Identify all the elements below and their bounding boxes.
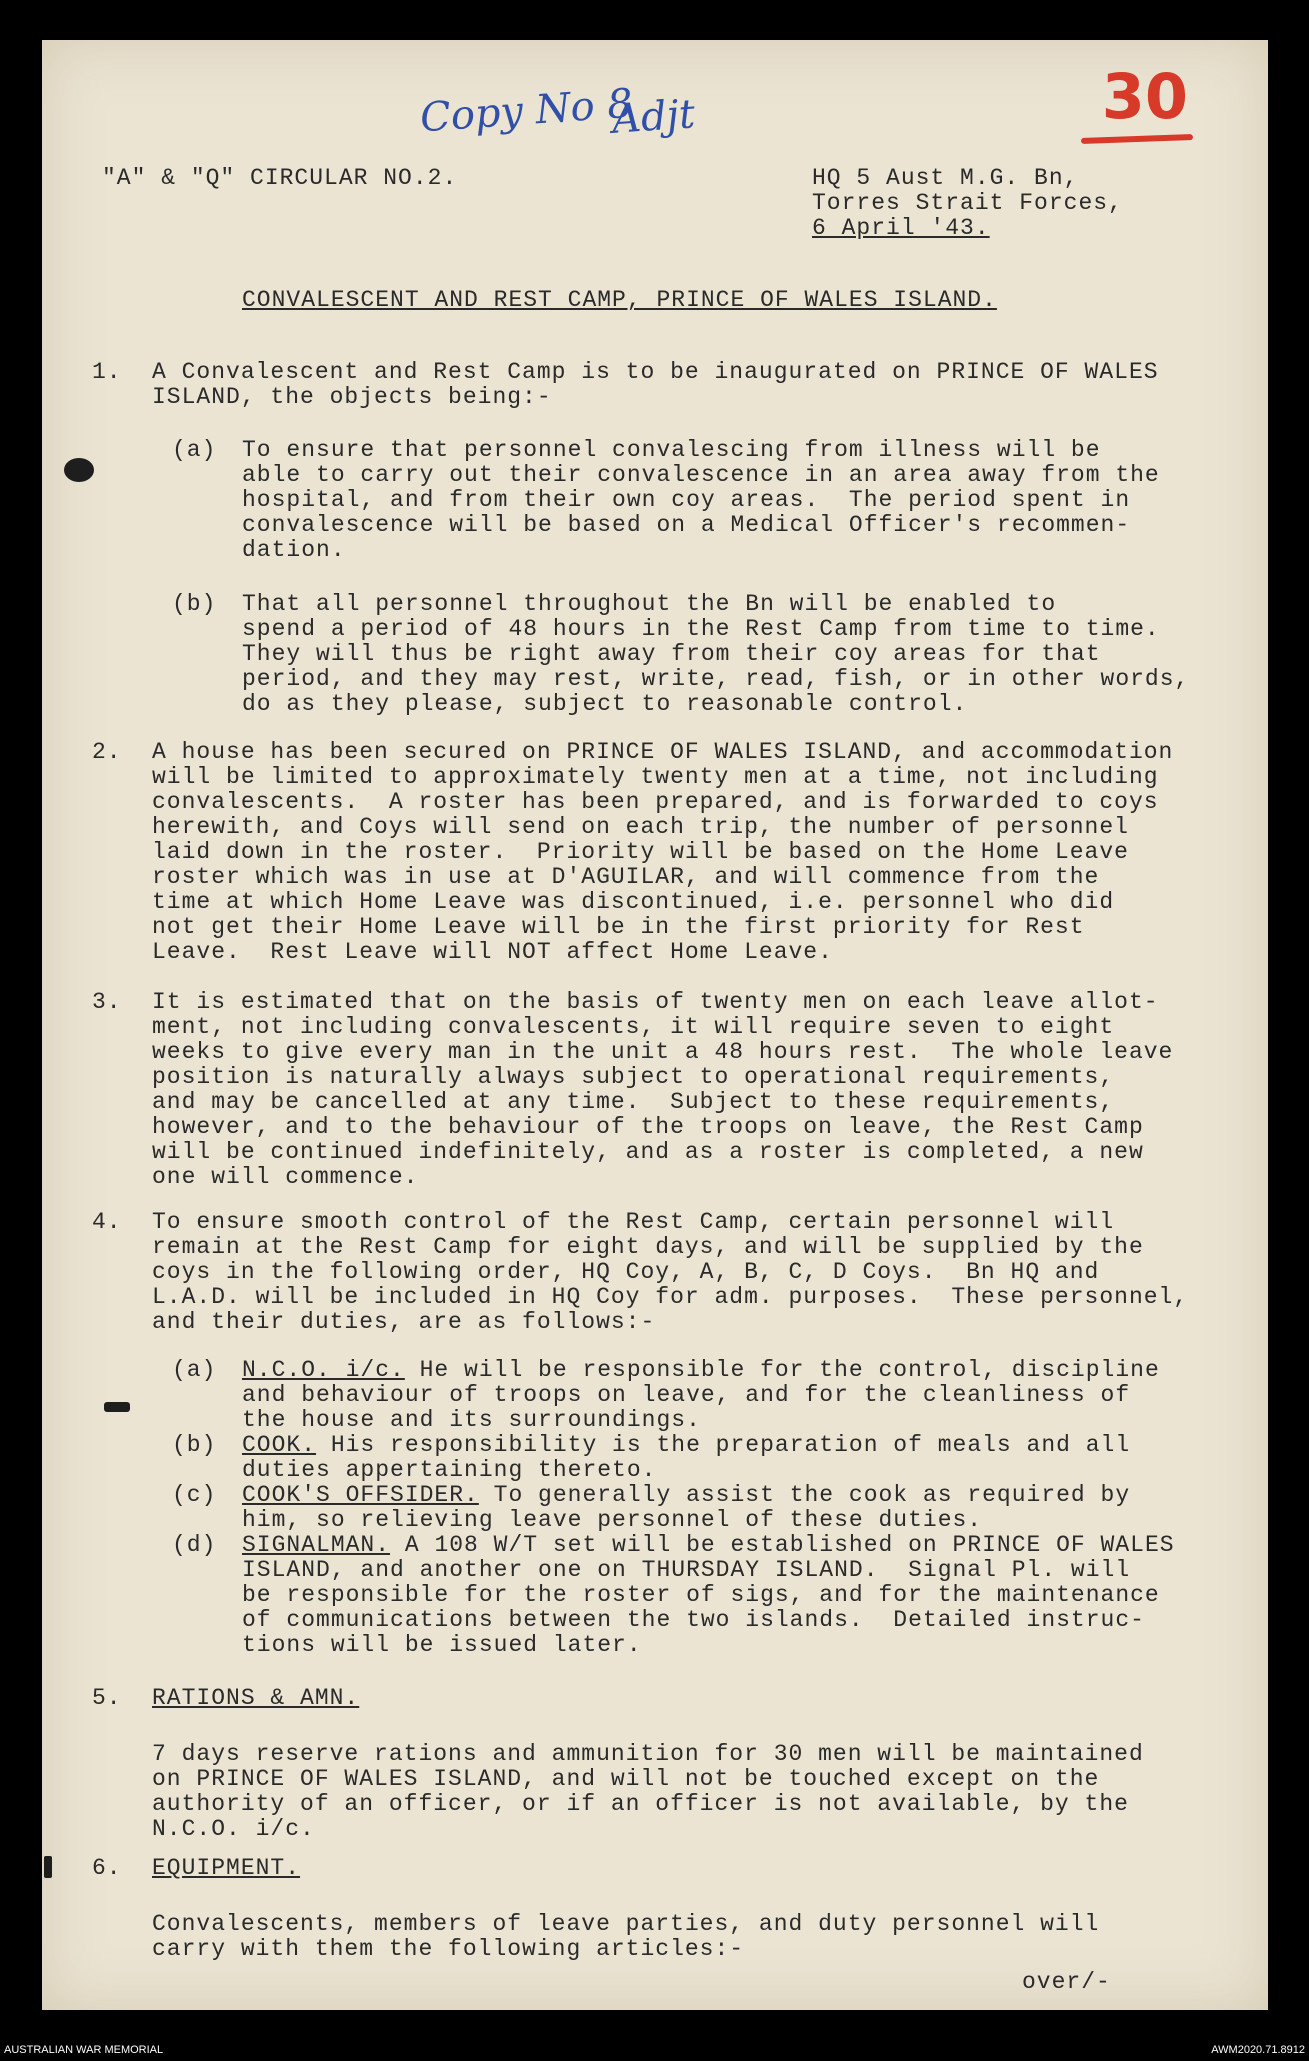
credit-right: AWM2020.71.8912 — [1211, 2044, 1305, 2056]
ink-blot — [64, 458, 94, 482]
para-4a-text: He will be responsible for the control, discipline and behaviour of troops on leave, and for the cleanliness of the house and its surroundings. — [242, 1357, 1160, 1433]
para-1-text: A Convalescent and Rest Camp is to be inaugurated on PRINCE OF WALES ISLAND, the objects being:- — [152, 359, 1159, 410]
ink-mark — [104, 1402, 130, 1412]
para-4b-text: His responsibility is the preparation of meals and all duties appertaining thereto. — [242, 1432, 1131, 1483]
para-6-heading: EQUIPMENT. — [152, 1855, 301, 1881]
para-3-text: It is estimated that on the basis of twenty men on each leave allot- ment, not including convalescents, it will require seven to eight weeks to give every man in the unit a 48 hours rest. The whole leave position is naturally always subject to operational requirements, and may be cancelled at any time. Subject to these requirements, however, and to the behaviour of the troops on leave, the Rest Camp will be continued indefinitely, and as a roster is completed, a new one will commence. — [152, 989, 1174, 1190]
para-2-text: A house has been secured on PRINCE OF WALES ISLAND, and accommodation will be limited to approximately twenty men at a time, not including convalescents. A roster has been prepared, and is forwarded to coys herewith, and Coys will send on each trip, the number of personnel laid down in the roster. Priority will be based on the Home Leave roster which was in use at D'AGUILAR, and will commence from the time at which Home Leave was discontinued, i.e. personnel who did not get their Home Leave will be in the first priority for Rest Leave. Rest Leave will NOT affect Home Leave. — [152, 739, 1174, 965]
para-5-heading: RATIONS & AMN. — [152, 1685, 360, 1711]
para-1a-label: (a) — [172, 437, 217, 463]
para-6-number: 6. — [92, 1855, 122, 1881]
credit-left: AUSTRALIAN WAR MEMORIAL — [4, 2044, 164, 2056]
para-4c-item — [242, 1483, 1130, 1533]
para-4-number: 4. — [92, 1209, 122, 1235]
para-4b-label: (b) — [172, 1432, 217, 1458]
para-4b-heading: COOK. — [242, 1432, 317, 1458]
para-6-text: Convalescents, members of leave parties, and duty personnel will carry with them the following articles:- — [152, 1911, 1100, 1962]
para-2-number: 2. — [92, 739, 122, 765]
para-4a-label: (a) — [172, 1357, 217, 1383]
document-title: CONVALESCENT AND REST CAMP, PRINCE OF WALES ISLAND. — [242, 287, 997, 313]
para-4d-text: A 108 W/T set will be established on PRINCE OF WALES ISLAND, and another one on THURSDAY ISLAND. Signal Pl. will be responsible for the roster of sigs, and for the maintenance of communications between the two islands. Detailed instruc- tions will be issued later. — [242, 1532, 1175, 1658]
para-4d-label: (d) — [172, 1532, 217, 1558]
para-3-number: 3. — [92, 989, 122, 1015]
para-1b-label: (b) — [172, 591, 217, 617]
para-4-text: To ensure smooth control of the Rest Camp, certain personnel will remain at the Rest Camp for eight days, and will be supplied by the coys in the following order, HQ Coy, A, B, C, D Coys. Bn HQ and L.A.D. will be included in HQ Coy for adm. purposes. These personnel, and their duties, are as follows:- — [152, 1209, 1189, 1335]
continued-overleaf: over/- — [1022, 1969, 1111, 1995]
para-5-number: 5. — [92, 1685, 122, 1711]
handwritten-initials: Adjt — [610, 91, 697, 143]
folio-underline — [1081, 134, 1193, 144]
unit-line-2: Torres Strait Forces, — [812, 190, 1123, 216]
para-4a-heading: N.C.O. i/c. — [242, 1357, 405, 1383]
para-1-number: 1. — [92, 359, 122, 385]
circular-number: "A" & "Q" CIRCULAR NO.2. — [102, 165, 458, 191]
para-5-text: 7 days reserve rations and ammunition for 30 men will be maintained on PRINCE OF WALES ISLAND, and will not be touched except on the authority of an officer, or if an officer is not available, by the N.C.O. i/c. — [152, 1741, 1144, 1842]
para-4a-item — [242, 1358, 1160, 1433]
para-4c-heading: COOK'S OFFSIDER. — [242, 1482, 479, 1508]
para-1b-text: That all personnel throughout the Bn will be enabled to spend a period of 48 hours in the Rest Camp from time to time. They will thus be right away from their coy areas for that period, and they may rest, write, read, fish, or in other words, do as they please, subject to reasonable control. — [242, 591, 1190, 717]
para-4d-heading: SIGNALMAN. — [242, 1532, 391, 1558]
para-4d-item — [242, 1533, 1175, 1658]
handwritten-copy-number: Copy No 8 — [418, 80, 635, 142]
folio-number: 30 — [1101, 60, 1188, 133]
document-page — [42, 40, 1268, 2010]
margin-mark — [44, 1856, 52, 1878]
document-date: 6 April '43. — [812, 215, 990, 241]
para-1a-text: To ensure that personnel convalescing from illness will be able to carry out their convalescence in an area away from the hospital, and from their own coy areas. The period spent in convalescence will be based on a Medical Officer's recommen- dation. — [242, 437, 1160, 563]
para-4b-item — [242, 1433, 1130, 1483]
para-4c-label: (c) — [172, 1482, 217, 1508]
para-4c-text: To generally assist the cook as required by him, so relieving leave personnel of these duties. — [242, 1482, 1131, 1533]
unit-line-1: HQ 5 Aust M.G. Bn, — [812, 165, 1079, 191]
